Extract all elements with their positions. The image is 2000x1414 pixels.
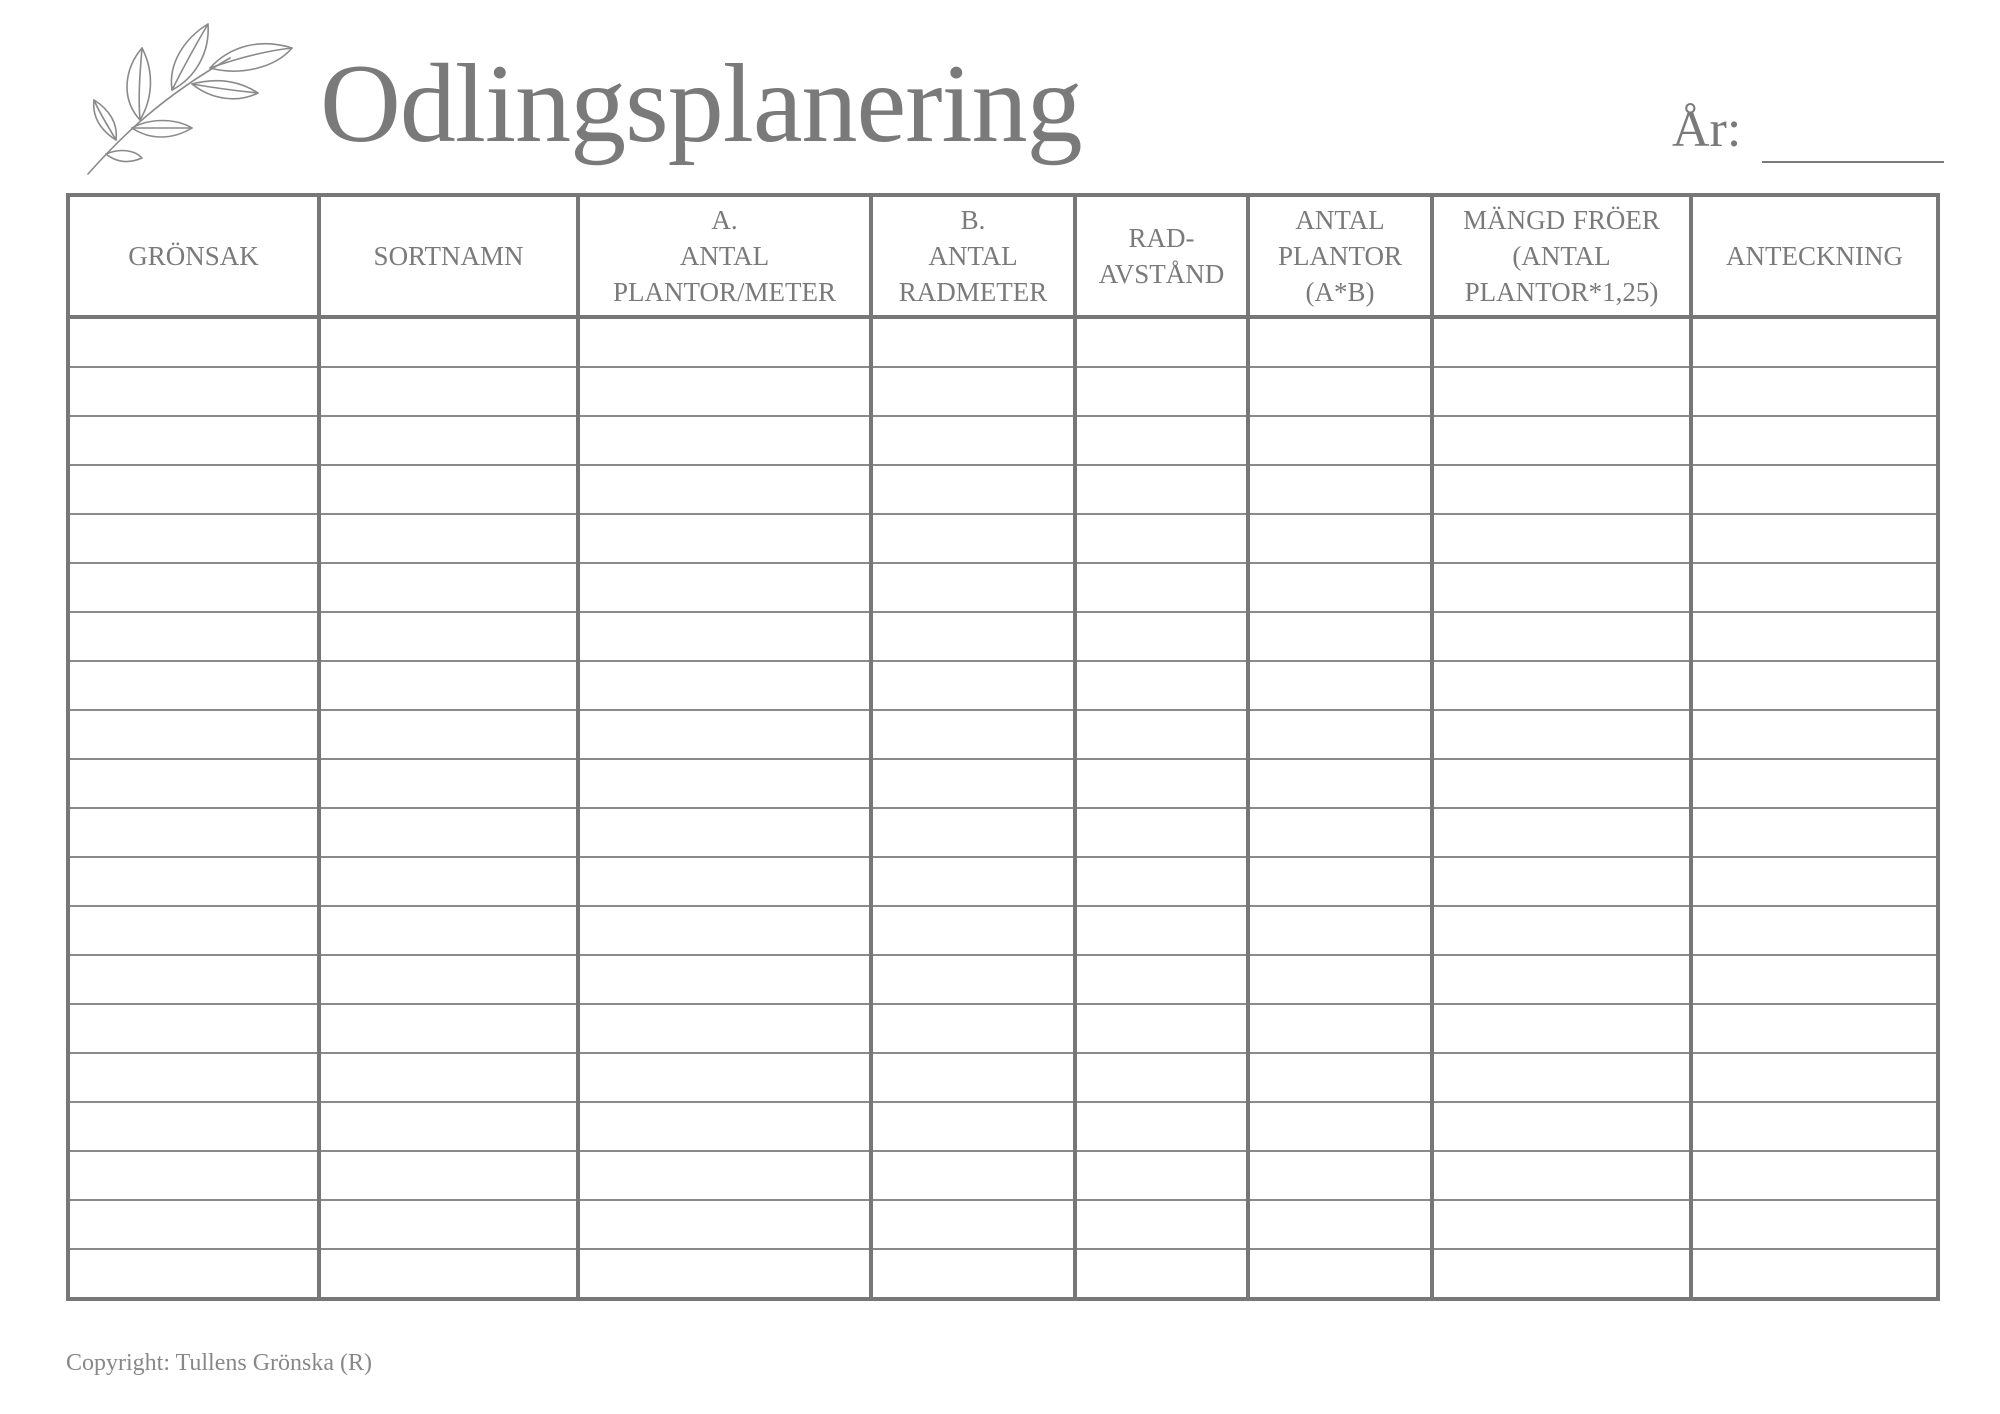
table-cell[interactable] bbox=[1075, 1102, 1248, 1151]
table-cell[interactable] bbox=[1248, 1004, 1432, 1053]
table-cell[interactable] bbox=[578, 514, 871, 563]
table-cell[interactable] bbox=[578, 465, 871, 514]
table-cell[interactable] bbox=[319, 367, 578, 416]
table-row bbox=[68, 612, 1938, 661]
table-cell[interactable] bbox=[871, 857, 1075, 906]
table-cell[interactable] bbox=[871, 514, 1075, 563]
table-cell[interactable] bbox=[1248, 759, 1432, 808]
table-cell[interactable] bbox=[68, 955, 319, 1004]
table-cell[interactable] bbox=[1691, 367, 1938, 416]
table-cell[interactable] bbox=[871, 955, 1075, 1004]
table-cell[interactable] bbox=[68, 1249, 319, 1299]
table-row bbox=[68, 808, 1938, 857]
table-cell[interactable] bbox=[1691, 906, 1938, 955]
table-cell[interactable] bbox=[1432, 1053, 1691, 1102]
table-cell[interactable] bbox=[1075, 710, 1248, 759]
table-cell[interactable] bbox=[1691, 710, 1938, 759]
table-cell[interactable] bbox=[578, 563, 871, 612]
table-cell[interactable] bbox=[1075, 955, 1248, 1004]
table-cell[interactable] bbox=[1691, 857, 1938, 906]
table-cell[interactable] bbox=[1075, 808, 1248, 857]
table-cell[interactable] bbox=[1432, 514, 1691, 563]
table-cell[interactable] bbox=[319, 1004, 578, 1053]
table-cell[interactable] bbox=[319, 857, 578, 906]
table-cell[interactable] bbox=[68, 1102, 319, 1151]
table-cell[interactable] bbox=[1691, 317, 1938, 367]
table-row bbox=[68, 1102, 1938, 1151]
table-row bbox=[68, 1200, 1938, 1249]
table-cell[interactable] bbox=[578, 367, 871, 416]
table-cell[interactable] bbox=[1432, 367, 1691, 416]
table-row bbox=[68, 514, 1938, 563]
table-cell[interactable] bbox=[871, 416, 1075, 465]
table-cell[interactable] bbox=[1248, 1200, 1432, 1249]
table-cell[interactable] bbox=[1691, 1200, 1938, 1249]
table-cell[interactable] bbox=[319, 1249, 578, 1299]
table-cell[interactable] bbox=[1248, 1102, 1432, 1151]
table-cell[interactable] bbox=[1432, 1004, 1691, 1053]
table-cell[interactable] bbox=[578, 710, 871, 759]
table-cell[interactable] bbox=[1248, 1151, 1432, 1200]
table-cell[interactable] bbox=[1075, 465, 1248, 514]
table-cell[interactable] bbox=[319, 759, 578, 808]
table-cell[interactable] bbox=[1248, 710, 1432, 759]
table-cell[interactable] bbox=[1248, 1053, 1432, 1102]
table-cell[interactable] bbox=[578, 808, 871, 857]
table-cell[interactable] bbox=[68, 367, 319, 416]
table-cell[interactable] bbox=[1432, 661, 1691, 710]
table-cell[interactable] bbox=[578, 1151, 871, 1200]
table-cell[interactable] bbox=[1691, 563, 1938, 612]
table-cell[interactable] bbox=[319, 514, 578, 563]
table-cell[interactable] bbox=[1432, 906, 1691, 955]
table-cell[interactable] bbox=[319, 416, 578, 465]
table-cell[interactable] bbox=[871, 612, 1075, 661]
table-cell[interactable] bbox=[578, 759, 871, 808]
table-cell[interactable] bbox=[319, 317, 578, 367]
table-row bbox=[68, 759, 1938, 808]
table-cell[interactable] bbox=[1075, 563, 1248, 612]
table-cell[interactable] bbox=[1432, 857, 1691, 906]
table-cell[interactable] bbox=[1248, 661, 1432, 710]
table-cell[interactable] bbox=[1691, 1102, 1938, 1151]
table-cell[interactable] bbox=[68, 563, 319, 612]
table-row bbox=[68, 465, 1938, 514]
table-cell[interactable] bbox=[1691, 514, 1938, 563]
table-cell[interactable] bbox=[68, 857, 319, 906]
table-cell[interactable] bbox=[1248, 367, 1432, 416]
table-cell[interactable] bbox=[1075, 1004, 1248, 1053]
table-cell[interactable] bbox=[578, 612, 871, 661]
table-cell[interactable] bbox=[871, 1200, 1075, 1249]
table-row bbox=[68, 857, 1938, 906]
table-cell[interactable] bbox=[1432, 710, 1691, 759]
table-cell[interactable] bbox=[1432, 563, 1691, 612]
column-header-antal-plantor-meter: A. ANTAL PLANTOR/METER bbox=[578, 195, 871, 317]
table-cell[interactable] bbox=[578, 906, 871, 955]
table-cell[interactable] bbox=[871, 808, 1075, 857]
table-cell[interactable] bbox=[68, 906, 319, 955]
table-cell[interactable] bbox=[1248, 1249, 1432, 1299]
table-cell[interactable] bbox=[578, 1004, 871, 1053]
copyright-text: Copyright: Tullens Grönska (R) bbox=[66, 1350, 373, 1376]
table-row bbox=[68, 1053, 1938, 1102]
table-cell[interactable] bbox=[68, 710, 319, 759]
table-cell[interactable] bbox=[319, 955, 578, 1004]
table-cell[interactable] bbox=[1432, 955, 1691, 1004]
table-cell[interactable] bbox=[1248, 808, 1432, 857]
table-cell[interactable] bbox=[871, 1053, 1075, 1102]
table-cell[interactable] bbox=[1075, 514, 1248, 563]
year-label: År: bbox=[1672, 101, 1742, 158]
table-cell[interactable] bbox=[1432, 808, 1691, 857]
table-cell[interactable] bbox=[1691, 1249, 1938, 1299]
table-row bbox=[68, 416, 1938, 465]
table-cell[interactable] bbox=[1075, 906, 1248, 955]
table-row bbox=[68, 1249, 1938, 1299]
table-cell[interactable] bbox=[871, 661, 1075, 710]
table-cell[interactable] bbox=[1075, 367, 1248, 416]
table-cell[interactable] bbox=[319, 661, 578, 710]
table-cell[interactable] bbox=[1691, 1151, 1938, 1200]
table-cell[interactable] bbox=[68, 465, 319, 514]
column-header-anteckning: ANTECKNING bbox=[1691, 195, 1938, 317]
table-cell[interactable] bbox=[1432, 612, 1691, 661]
table-cell[interactable] bbox=[1248, 514, 1432, 563]
table-row bbox=[68, 955, 1938, 1004]
table-cell[interactable] bbox=[1248, 612, 1432, 661]
table-cell[interactable] bbox=[578, 857, 871, 906]
table-cell[interactable] bbox=[68, 1053, 319, 1102]
year-input-line[interactable] bbox=[1762, 161, 1944, 163]
table-cell[interactable] bbox=[319, 612, 578, 661]
table-row bbox=[68, 661, 1938, 710]
table-cell[interactable] bbox=[1075, 317, 1248, 367]
table-cell[interactable] bbox=[1432, 759, 1691, 808]
table-cell[interactable] bbox=[319, 906, 578, 955]
table-row bbox=[68, 563, 1938, 612]
table-cell[interactable] bbox=[578, 1102, 871, 1151]
table-row bbox=[68, 906, 1938, 955]
table-cell[interactable] bbox=[68, 808, 319, 857]
table-cell[interactable] bbox=[1248, 465, 1432, 514]
page-title: Odlingsplanering bbox=[320, 42, 1082, 166]
table-body bbox=[68, 317, 1938, 1299]
table-row bbox=[68, 710, 1938, 759]
table-cell[interactable] bbox=[68, 612, 319, 661]
table-cell[interactable] bbox=[68, 1151, 319, 1200]
table-cell[interactable] bbox=[319, 710, 578, 759]
table-cell[interactable] bbox=[578, 416, 871, 465]
table-cell[interactable] bbox=[68, 759, 319, 808]
table-cell[interactable] bbox=[1432, 1200, 1691, 1249]
table-row bbox=[68, 1004, 1938, 1053]
table-cell[interactable] bbox=[871, 465, 1075, 514]
table-cell[interactable] bbox=[68, 416, 319, 465]
table-cell[interactable] bbox=[1075, 416, 1248, 465]
table-cell[interactable] bbox=[68, 317, 319, 367]
table-cell[interactable] bbox=[1075, 759, 1248, 808]
column-header-antal-plantor: ANTAL PLANTOR (A*B) bbox=[1248, 195, 1432, 317]
table-cell[interactable] bbox=[1075, 857, 1248, 906]
table-cell[interactable] bbox=[1691, 955, 1938, 1004]
table-cell[interactable] bbox=[1248, 416, 1432, 465]
table-cell[interactable] bbox=[319, 563, 578, 612]
table-cell[interactable] bbox=[1075, 612, 1248, 661]
table-cell[interactable] bbox=[1075, 1053, 1248, 1102]
table-cell[interactable] bbox=[578, 661, 871, 710]
table-cell[interactable] bbox=[871, 1151, 1075, 1200]
table-cell[interactable] bbox=[1432, 1249, 1691, 1299]
table-cell[interactable] bbox=[68, 1004, 319, 1053]
table-cell[interactable] bbox=[578, 1200, 871, 1249]
table-cell[interactable] bbox=[1432, 416, 1691, 465]
table-cell[interactable] bbox=[871, 759, 1075, 808]
table-cell[interactable] bbox=[68, 514, 319, 563]
table-cell[interactable] bbox=[1248, 955, 1432, 1004]
table-cell[interactable] bbox=[1075, 1200, 1248, 1249]
table-cell[interactable] bbox=[319, 1053, 578, 1102]
table-cell[interactable] bbox=[578, 1249, 871, 1299]
table-cell[interactable] bbox=[319, 1151, 578, 1200]
column-header-radavstand: RAD- AVSTÅND bbox=[1075, 195, 1248, 317]
table-row bbox=[68, 317, 1938, 367]
table-cell[interactable] bbox=[1691, 612, 1938, 661]
table-cell[interactable] bbox=[1248, 317, 1432, 367]
table-cell[interactable] bbox=[319, 1102, 578, 1151]
header-row bbox=[68, 195, 1938, 317]
table-cell[interactable] bbox=[319, 1200, 578, 1249]
column-header-mangd-froer: MÄNGD FRÖER (ANTAL PLANTOR*1,25) bbox=[1432, 195, 1691, 317]
table-cell[interactable] bbox=[68, 661, 319, 710]
table-cell[interactable] bbox=[1075, 1249, 1248, 1299]
table-cell[interactable] bbox=[1075, 1151, 1248, 1200]
column-header-antal-radmeter: B. ANTAL RADMETER bbox=[871, 195, 1075, 317]
table-cell[interactable] bbox=[1691, 759, 1938, 808]
planning-table bbox=[66, 193, 1940, 1301]
table-cell[interactable] bbox=[1248, 857, 1432, 906]
table-cell[interactable] bbox=[1248, 906, 1432, 955]
table-cell[interactable] bbox=[1248, 563, 1432, 612]
table-cell[interactable] bbox=[1432, 465, 1691, 514]
table-cell[interactable] bbox=[871, 1102, 1075, 1151]
table-cell[interactable] bbox=[871, 1004, 1075, 1053]
leaf-branch-icon bbox=[80, 18, 300, 178]
table-row bbox=[68, 367, 1938, 416]
table-cell[interactable] bbox=[871, 906, 1075, 955]
table-cell[interactable] bbox=[1691, 808, 1938, 857]
table-cell[interactable] bbox=[871, 1249, 1075, 1299]
table-cell[interactable] bbox=[871, 367, 1075, 416]
column-header-gronsak: GRÖNSAK bbox=[68, 195, 319, 317]
table-cell[interactable] bbox=[1432, 317, 1691, 367]
table-cell[interactable] bbox=[1432, 1151, 1691, 1200]
table-cell[interactable] bbox=[871, 563, 1075, 612]
table-cell[interactable] bbox=[578, 317, 871, 367]
table-cell[interactable] bbox=[578, 1053, 871, 1102]
table-cell[interactable] bbox=[1691, 416, 1938, 465]
table-cell[interactable] bbox=[1691, 1004, 1938, 1053]
table-cell[interactable] bbox=[578, 955, 871, 1004]
table-cell[interactable] bbox=[1075, 661, 1248, 710]
table-cell[interactable] bbox=[1432, 1102, 1691, 1151]
table-cell[interactable] bbox=[1691, 1053, 1938, 1102]
table-cell[interactable] bbox=[319, 465, 578, 514]
column-header-sortnamn: SORTNAMN bbox=[319, 195, 578, 317]
table-row bbox=[68, 1151, 1938, 1200]
table-cell[interactable] bbox=[1691, 661, 1938, 710]
table-cell[interactable] bbox=[1691, 465, 1938, 514]
table-cell[interactable] bbox=[871, 317, 1075, 367]
table-cell[interactable] bbox=[68, 1200, 319, 1249]
table-cell[interactable] bbox=[871, 710, 1075, 759]
table-cell[interactable] bbox=[319, 808, 578, 857]
